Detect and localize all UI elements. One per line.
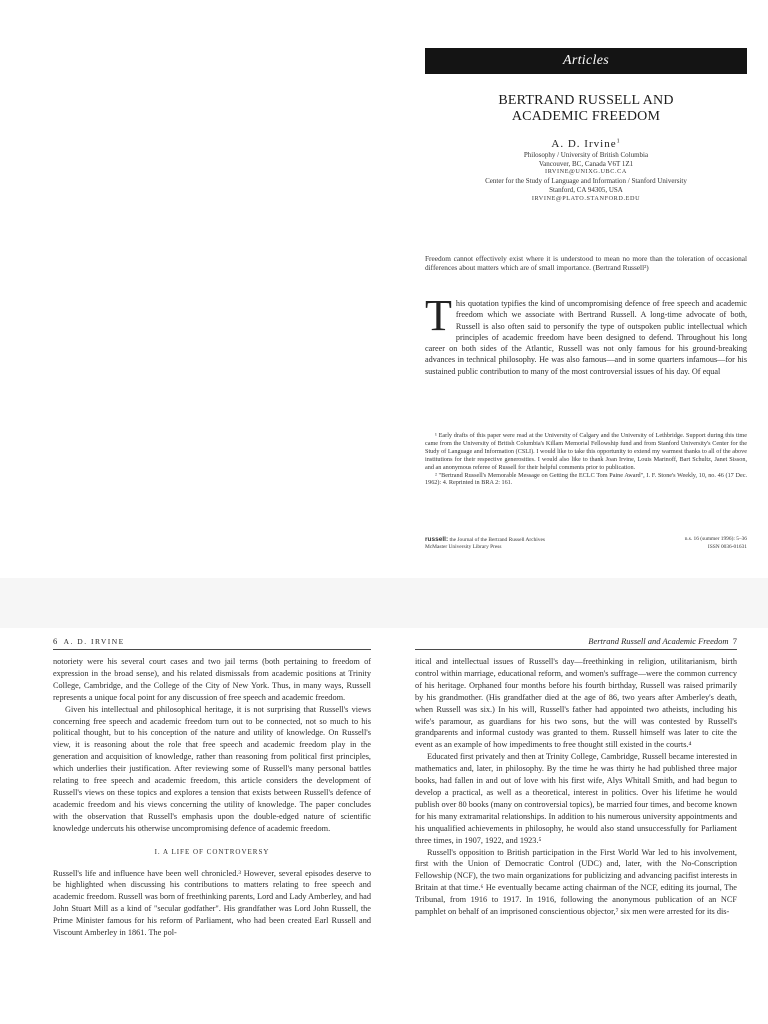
body-paragraph: itical and intellectual issues of Russell's day—freethinking in religion, utilitarianism, birth control within marriage, educational reform, and women's suffrage—were the common currency of his heritage. Orphaned four months before his fourth birthday, Russell was raised primarily by his grandmother. (His grandfather died at the age of 86, two years after Amberley's death, when Russell was six.) In his will, Russell's father had appointed two atheists, including his wife's paramour, as guardians for his two sons, but the will was contested by Russell's grandparents and informal custody was granted to them. Russell himself was later to cite the event as an example of how impediments to free thought still existed in the courts.⁴: [415, 657, 737, 750]
author-text: A. D. Irvine: [551, 138, 617, 150]
left-page-body: [53, 656, 371, 939]
affiliation-email: IRVINE@UNIXG.UBC.CA: [545, 168, 627, 176]
journal-press: McMaster University Library Press: [425, 544, 502, 550]
affiliation-line: Philosophy / University of British Columbia: [523, 151, 649, 159]
right-page-header: [415, 636, 737, 646]
right-page-body: [415, 656, 737, 918]
body-paragraph: notoriety were his several court cases and two jail terms (both pertaining to freedom of expression in the broad sense), and his related dismissals from academic positions at Trinity College, Cambridge, and the College of the City of New York. Thus, in many ways, Russell represents a unique focal point for any discussion of free speech and academic freedom.: [53, 657, 371, 702]
journal-footer: [425, 536, 747, 551]
body-paragraph: Russell's opposition to British participation in the First World War led to his involvement, first with the Union of Democratic Control (UDC) and, later, with the No-Conscription Fellowship (NCF), the two main organizations for publicizing and advancing pacifist interests in Britain at that time.⁶ He eventually became acting chairman of the NCF, editing its journal, The Tribunal, from 1916 to 1917. In 1916, following the anonymous publication of an NCF pamphlet on behalf of an imprisoned conscientious objector,⁷ six men were arrested for its dis-: [415, 847, 737, 917]
affiliation-line: Vancouver, BC, Canada V6T 1Z1: [538, 159, 634, 168]
author-affiliations: [425, 151, 747, 203]
left-page-header: [53, 636, 371, 646]
body-paragraph: Russell's life and influence have been well chronicled.³ However, several episodes deserve to be highlighted when discussing his contributions to matters relating to free speech and academic freedom. Russell was born of freethinking parents, Lord and Lady Amberley, and had John Stuart Mill as a kind of "secular godfather". His grandfather was Lord John Russell, the Prime Minister famous for his reform of Parliament, who had been created Earl Russell and Viscount Amberley in 1861. The pol-: [53, 868, 371, 938]
title-line-1: BERTRAND RUSSELL AND: [498, 93, 674, 108]
section-heading: I. A LIFE OF CONTROVERSY: [154, 847, 270, 856]
running-head-right: Bertrand Russell and Academic Freedom: [588, 636, 729, 646]
footnote-1: ¹ Early drafts of this paper were read at the University of Calgary and the University of Lethbridge. Support during this time came from the University of British Columbia's Killam Memorial Fellowship fund and from Stanford University's Center for the Study of Language and Information (CSLI). I would like to take this opportunity to extend my warmest thanks to all of the above institutions for their respective generosities. I would also like to thank Joan Irvine, Louis Marinoff, Bart Schultz, Janet Sisson, and an anonymous referee of Russell for their helpful comments prior to publication.: [425, 432, 747, 471]
journal-name-rest: the Journal of the Bertrand Russell Archives: [448, 537, 545, 543]
section-banner: [425, 48, 747, 74]
footnote-2: ² "Bertrand Russell's Memorable Message on Getting the ECLC Tom Paine Award", I. F. Stone's Weekly, 10, no. 46 (17 Dec. 1962): 4. Reprinted in BRA 2: 161.: [425, 471, 747, 487]
drop-cap: T: [425, 291, 452, 340]
right-header-rule: [415, 649, 737, 650]
intro-text: his quotation typifies the kind of uncompromising defence of free speech and academic freedom which we associate with Bertrand Russell. A long-time advocate of both, Russell is also often said to personify the type of outspoken public intellectual which principles of academic freedom have been designed to defend. Throughout his long career on both sides of the Atlantic, Russell was not only famous for his ground-breaking advances in technical philosophy. He was also famous—and in some quarters infamous—for his sustained public contribution to many of the most controversial issues of his day. Of equal: [425, 299, 747, 376]
affiliation-email: IRVINE@PLATO.STANFORD.EDU: [531, 194, 641, 202]
journal-name: russell:: [425, 536, 449, 543]
running-head-left: A. D. IRVINE: [63, 637, 125, 646]
body-paragraph: Educated first privately and then at Trinity College, Cambridge, Russell became interested in mathematics and, later, in philosophy. By the time he was thirty he had published three major books, had fallen in and out of love with his first wife, Alys Whitall Smith, and had begun to develop a practical, as well as a theoretical, interest in politics. Over his lifetime he would publish over 80 books (many on controversial topics), be married four times, and become known for his many extramarital relationships. In addition to his numerous university appointments and his unqualified achievements in philosophy, he would also stand unsuccessfully for Parliament three times, in 1907, 1922, and 1923.⁵: [415, 752, 737, 845]
journal-issue: n.s. 16 (summer 1996): 5–36: [684, 536, 747, 542]
affiliation-line: Stanford, CA 94305, USA: [549, 185, 623, 194]
page-number-right: 7: [732, 636, 737, 646]
affiliation-line: Center for the Study of Language and Information / Stanford University: [485, 177, 687, 186]
title-line-2: ACADEMIC FREEDOM: [511, 109, 661, 124]
left-header-rule: [53, 649, 371, 650]
author-note-mark: 1: [616, 138, 621, 145]
epigraph: Freedom cannot effectively exist where it is understood to mean no more than the toleration of occasional differences about matters which are of small importance. (Bertrand Russell²): [425, 254, 747, 273]
section-label: Articles: [563, 53, 609, 68]
page-gap: [0, 578, 768, 628]
footnotes: [425, 432, 747, 487]
author-name: [425, 138, 747, 150]
journal-issn: ISSN 0036-01631: [707, 544, 747, 550]
article-title: [425, 93, 747, 125]
body-paragraph: Given his intellectual and philosophical heritage, it is not surprising that Russell's views concerning free speech and academic freedom turn out to be connected, not so much to his political thought, but to his conception of the nature and utility of knowledge. On Russell's view, it is reasoning about the role that free speech and academic freedom play in the generation and acquisition of knowledge, rather than reasoning from political first principles, which underlies their justification. After reviewing some of Russell's many personal battles relating to free speech and academic freedom, this article considers the development of Russell's views on these topics and explores a tension that exists between Russell's defence of academic freedom and his views concerning the utility of knowledge. The paper concludes with the observation that Russell's emphasis upon the double-edged nature of scientific knowledge undercuts his otherwise uncompromising defence of academic freedom.: [53, 704, 371, 833]
intro-paragraph: [425, 291, 747, 377]
page-number-left: 6: [53, 636, 58, 646]
